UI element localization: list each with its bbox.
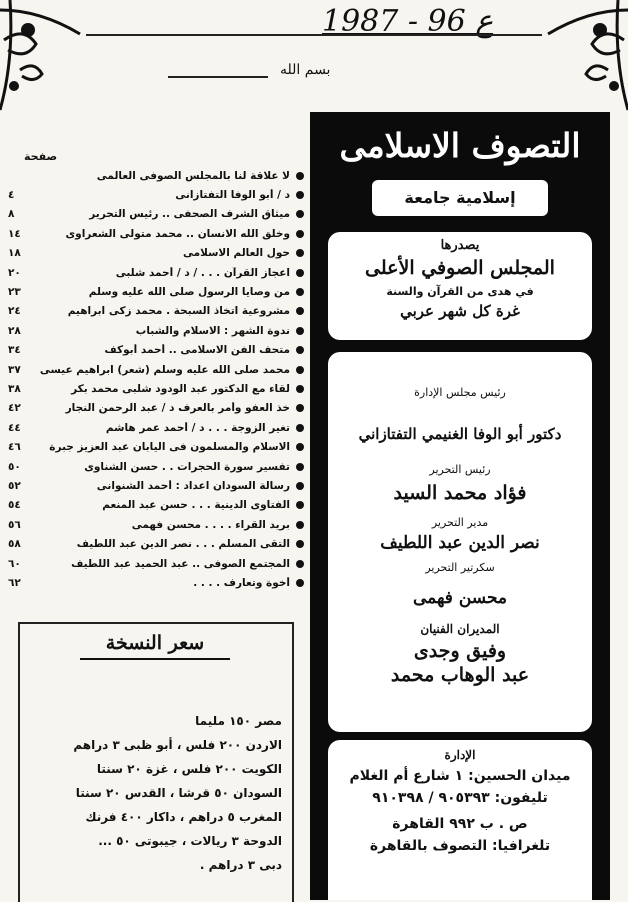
bullet-icon	[296, 230, 304, 238]
toc-page: ١٤	[8, 227, 21, 240]
toc-title: من وصايا الرسول صلى الله عليه وسلم	[88, 286, 290, 299]
bullet-icon	[296, 366, 304, 374]
toc-title: ندوة الشهر : الاسلام والشباب	[135, 324, 290, 337]
toc-row	[8, 282, 304, 301]
toc-title: الاسلام والمسلمون فى اليابان عبد العزيز جبرة	[49, 441, 290, 454]
toc-page: ٥٦	[8, 518, 21, 531]
managing-editor-label: مدير التحرير	[431, 516, 489, 529]
bullet-icon	[296, 346, 304, 354]
toc-title: تفسير سورة الحجرات . . حسن الشناوى	[84, 460, 290, 473]
bullet-icon	[296, 560, 304, 568]
bullet-icon	[296, 269, 304, 277]
toc-title: تغير الزوجة . . . د / أحمد عمر هاشم	[105, 421, 290, 434]
publisher-box	[328, 232, 592, 340]
toc-row	[8, 418, 304, 437]
bullet-icon	[296, 443, 304, 451]
toc-row	[8, 534, 304, 553]
price-line: دبى ٣ دراهم .	[199, 858, 282, 872]
publisher-guidance: في هدى من القرآن والسنة	[386, 285, 534, 298]
toc-page: ٥٤	[8, 499, 21, 512]
art-directors-label: المديران الفنيان	[420, 622, 500, 636]
administration-phone: تليفون: ٩٠٥٣٩٣ / ٩١٠٣٩٨	[372, 790, 548, 806]
publication-frequency: غرة كل شهر عربي	[400, 302, 520, 320]
bullet-icon	[296, 327, 304, 335]
ornament-corner-right	[528, 0, 628, 120]
toc-row	[8, 515, 304, 534]
table-of-contents	[8, 166, 304, 593]
magazine-title: التصوف الاسلامى	[339, 126, 581, 165]
toc-page: ٦٠	[8, 557, 21, 570]
bullet-icon	[296, 172, 304, 180]
toc-row	[8, 554, 304, 573]
bullet-icon	[296, 463, 304, 471]
toc-title: لقاء مع الدكتور عبد الودود شلبى محمد بكر	[71, 382, 290, 395]
bullet-icon	[296, 482, 304, 490]
bullet-icon	[296, 191, 304, 199]
editor-chief-name: فؤاد محمد السيد	[393, 482, 527, 504]
toc-page: ٢٨	[8, 324, 21, 337]
toc-row	[8, 224, 304, 243]
toc-title: محمد صلى الله عليه وسلم (شعر) ابراهيم عيسى	[39, 363, 290, 376]
toc-row	[8, 573, 304, 592]
art-director-2: عبد الوهاب محمد	[390, 664, 530, 686]
toc-row	[8, 244, 304, 263]
toc-page-label: صفحة	[24, 150, 58, 163]
masthead-panel	[310, 112, 610, 900]
staff-box	[328, 352, 592, 732]
toc-page: ٣٧	[8, 363, 21, 376]
bullet-icon	[296, 404, 304, 412]
toc-title: حول العالم الاسلامى	[183, 247, 290, 260]
toc-page: ٥٠	[8, 460, 21, 473]
toc-row	[8, 437, 304, 456]
toc-title: مشروعية اتخاذ السبحة . محمد زكى ابراهيم	[67, 305, 290, 318]
price-line: الاردن ٢٠٠ فلس ، أبو ظبى ٣ دراهم	[73, 738, 282, 752]
toc-title: متحف الفن الاسلامى .. أحمد أبوكف	[104, 344, 290, 357]
toc-title: لا علاقة لنا بالمجلس الصوفى العالمى	[96, 169, 290, 182]
toc-page: ١٨	[8, 247, 21, 260]
toc-row	[8, 205, 304, 224]
price-box	[18, 622, 294, 902]
toc-page: ٣٤	[8, 344, 21, 357]
art-director-1: وفيق وجدى	[413, 640, 507, 662]
toc-page: ٤٤	[8, 421, 21, 434]
bullet-icon	[296, 424, 304, 432]
price-line: مصر ١٥٠ مليما	[195, 714, 282, 728]
toc-page: ٨	[8, 208, 15, 221]
toc-title: اعجاز القرآن . . . / د / أحمد شلبى	[115, 266, 290, 279]
magazine-subtitle: إسلامية جامعة	[372, 180, 548, 216]
toc-page: ٥٢	[8, 479, 21, 492]
toc-row	[8, 399, 304, 418]
handwritten-issue-number: 1987 - 96 ع	[322, 4, 494, 39]
toc-title: التقى المسلم . . . نصر الدين عبد اللطيف	[76, 538, 290, 551]
toc-title: د / أبو الوفا التفتازانى	[175, 189, 290, 202]
toc-title: المجتمع الصوفى .. عبد الحميد عبد اللطيف	[71, 557, 290, 570]
toc-page: ٦٢	[8, 576, 21, 589]
bullet-icon	[296, 501, 304, 509]
toc-row	[8, 166, 304, 185]
header-rule	[86, 34, 542, 36]
administration-address: ميدان الحسين: ١ شارع أم الغلام	[349, 768, 571, 784]
administration-label: الإدارة	[444, 748, 476, 762]
managing-editor-name: نصر الدين عبد اللطيف	[380, 533, 540, 553]
price-line: المغرب ٥ دراهم ، داكار ٤٠٠ فرنك	[85, 810, 282, 824]
editor-chief-label: رئيس التحرير	[429, 463, 491, 476]
toc-page: ٢٣	[8, 286, 21, 299]
toc-title: خذ العفو وأمر بالعرف د / عبد الرحمن النجار	[65, 402, 290, 415]
price-line: الدوحة ٣ ريالات ، جيبوتى ٥٠ ...	[98, 834, 282, 848]
publisher-label: يصدرها	[440, 238, 480, 253]
administration-po-box: ص . ب ٩٩٢ القاهرة	[392, 816, 528, 832]
toc-row	[8, 476, 304, 495]
toc-page: ٥٨	[8, 538, 21, 551]
toc-row	[8, 379, 304, 398]
price-title: سعر النسخة	[80, 632, 230, 654]
toc-page: ٢٤	[8, 305, 21, 318]
toc-title: بريد القراء . . . . محسن فهمى	[131, 518, 290, 531]
secretary-name: محسن فهمى	[412, 588, 508, 608]
bullet-icon	[296, 307, 304, 315]
toc-row	[8, 341, 304, 360]
basmala-underline	[168, 76, 268, 78]
toc-row	[8, 360, 304, 379]
toc-title: الفتاوى الدينية . . . حسن عبد المنعم	[102, 499, 290, 512]
toc-page: ٢٠	[8, 266, 21, 279]
bullet-icon	[296, 540, 304, 548]
bullet-icon	[296, 579, 304, 587]
toc-page: ٣٨	[8, 382, 21, 395]
toc-title: ميثاق الشرف الصحفى .. رئيس التحرير	[89, 208, 290, 221]
toc-row	[8, 263, 304, 282]
board-chair-name: دكتور أبو الوفا الغنيمي التفتازاني	[358, 425, 562, 443]
board-chair-label: رئيس مجلس الإدارة	[414, 386, 506, 399]
basmala: بسم الله	[280, 62, 331, 78]
toc-title: وخلق الله الانسان .. محمد متولى الشعراوى	[65, 227, 290, 240]
toc-page: ٤	[8, 189, 15, 202]
toc-row	[8, 321, 304, 340]
price-line: السودان ٥٠ قرشا ، القدس ٢٠ سنتا	[75, 786, 282, 800]
ornament-corner-left	[0, 0, 100, 120]
bullet-icon	[296, 288, 304, 296]
administration-box	[328, 740, 592, 900]
toc-row	[8, 457, 304, 476]
price-line: الكويت ٢٠٠ فلس ، غزة ٢٠ سنتا	[96, 762, 282, 776]
bullet-icon	[296, 210, 304, 218]
administration-telegraph: تلغرافيا: التصوف بالقاهرة	[369, 838, 551, 854]
toc-title: أخوة وتعارف . . . .	[193, 576, 290, 589]
bullet-icon	[296, 385, 304, 393]
publisher-name: المجلس الصوفي الأعلى	[365, 257, 555, 279]
secretary-label: سكرتير التحرير	[425, 561, 495, 574]
bullet-icon	[296, 521, 304, 529]
toc-page: ٤٢	[8, 402, 21, 415]
toc-page: ٤٦	[8, 441, 21, 454]
toc-row	[8, 185, 304, 204]
toc-title: رسالة السودان اعداد : أحمد الشنوانى	[96, 479, 290, 492]
toc-row	[8, 302, 304, 321]
bullet-icon	[296, 249, 304, 257]
toc-row	[8, 496, 304, 515]
